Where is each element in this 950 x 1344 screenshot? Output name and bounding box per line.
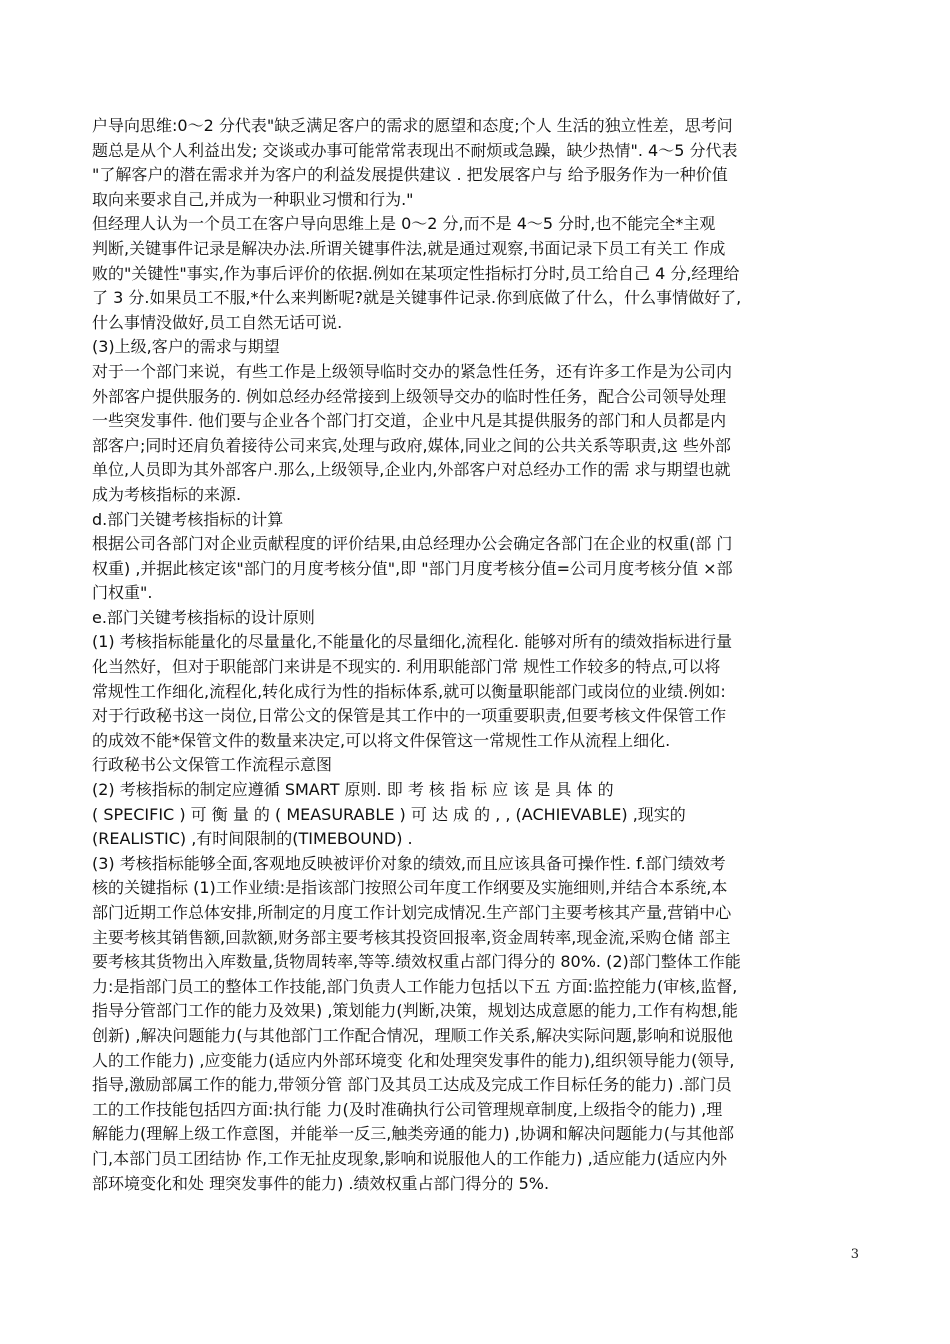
text-line: (REALISTIC) ,有时间限制的(TIMEBOUND) . — [92, 829, 413, 849]
section-heading: d.部门关键考核指标的计算 — [92, 509, 284, 529]
figure-caption: 行政秘书公文保管工作流程示意图 — [92, 755, 333, 775]
text-line: 常规性工作细化,流程化,转化成行为性的指标体系,就可以衡量职能部门或岗位的业绩.例如: — [92, 681, 726, 701]
text-line: 对于一个部门来说，有些工作是上级领导临时交办的紧急性任务，还有许多工作是为公司内 — [92, 361, 733, 381]
section-heading: e.部门关键考核指标的设计原则 — [92, 607, 315, 627]
text-line: 什么事情没做好,员工自然无话可说. — [92, 312, 343, 332]
text-line: 外部客户提供服务的. 例如总经办经常接到上级领导交办的临时性任务，配合公司领导处理 — [92, 386, 727, 406]
text-line: 门权重". — [92, 583, 153, 603]
text-line: 指导分管部门工作的能力及效果) ,策划能力(判断,决策，规划达成意愿的能力,工作有构想,能 — [92, 1001, 738, 1021]
text-line: 的成效不能*保管文件的数量来决定,可以将文件保管这一常规性工作从流程上细化. — [92, 730, 671, 750]
text-line: 工的工作技能包括四方面:执行能 力(及时准确执行公司管理规章制度,上级指令的能力) ,理 — [92, 1099, 723, 1119]
text-line: 指导,激励部属工作的能力,带领分管 部门及其员工达成及完成工作目标任务的能力) .部门员 — [92, 1075, 732, 1095]
document-body — [92, 114, 860, 1196]
text-line: 人的工作能力) ,应变能力(适应内外部环境变 化和处理突发事件的能力),组织领导能力(领导, — [92, 1050, 735, 1070]
text-line: 权重) ,并据此核定该"部门的月度考核分值",即 "部门月度考核分值=公司月度考核分值 ×部 — [92, 558, 733, 578]
text-line: 了 3 分.如果员工不服,*什么来判断呢?就是关键事件记录.你到底做了什么，什么事情做好了, — [92, 288, 742, 308]
text-line: 力:是指部门员工的整体工作技能,部门负责人工作能力包括以下五 方面:监控能力(审核,监督, — [92, 976, 738, 996]
text-line: 要考核其货物出入库数量,货物周转率,等等.绩效权重占部门得分的 80%. (2)部门整体工作能 — [92, 952, 741, 972]
text-line: 部客户;同时还肩负着接待公司来宾,处理与政府,媒体,同业之间的公共关系等职责,这 些外部 — [92, 435, 731, 455]
section-heading: (3)上级,客户的需求与期望 — [92, 337, 280, 357]
text-line: 单位,人员即为其外部客户.那么,上级领导,企业内,外部客户对总经办工作的需 求与期望也就 — [92, 460, 731, 480]
text-line: 部环境变化和处 理突发事件的能力) .绩效权重占部门得分的 5%. — [92, 1173, 550, 1193]
text-line: 一些突发事件. 他们要与企业各个部门打交道，企业中凡是其提供服务的部门和人员都是内 — [92, 411, 727, 431]
text-line: 化当然好，但对于职能部门来讲是不现实的. 利用职能部门常 规性工作较多的特点,可以将 — [92, 657, 721, 677]
page-number: 3 — [850, 1247, 859, 1262]
text-line: 取向来要求自己,并成为一种职业习惯和行为." — [92, 189, 414, 209]
text-line: 主要考核其销售额,回款额,财务部主要考核其投资回报率,资金周转率,现金流,采购仓储 部主 — [92, 927, 731, 947]
text-line: (2) 考核指标的制定应遵循 SMART 原则. 即 考 核 指 标 应 该 是 具 体 的 — [92, 780, 614, 800]
text-line: 根据公司各部门对企业贡献程度的评价结果,由总经理办公会确定各部门在企业的权重(部 门 — [92, 534, 733, 554]
text-line: 创新) ,解决问题能力(与其他部门工作配合情况，理顺工作关系,解决实际问题,影响和说服他 — [92, 1025, 733, 1045]
text-line: (3) 考核指标能够全面,客观地反映被评价对象的绩效,而且应该具备可操作性. f.部门绩效考 — [92, 853, 726, 873]
text-line: 部门近期工作总体安排,所制定的月度工作计划完成情况.生产部门主要考核其产量,营销中心 — [92, 903, 732, 922]
text-line: "了解客户的潜在需求并为客户的利益发展提供建议 . 把发展客户与 给予服务作为一种价值 — [92, 165, 728, 185]
text-line: 成为考核指标的来源. — [92, 484, 242, 504]
text-line: (1) 考核指标能量化的尽量量化,不能量化的尽量细化,流程化. 能够对所有的绩效指标进行量 — [92, 632, 733, 652]
text-line: 对于行政秘书这一岗位,日常公文的保管是其工作中的一项重要职责,但要考核文件保管工作 — [92, 706, 727, 726]
text-line: 门,本部门员工团结协 作,工作无扯皮现象,影响和说服他人的工作能力) ,适应能力(适应内外 — [92, 1148, 728, 1168]
text-line: 户导向思维:0～2 分代表"缺乏满足客户的需求的愿望和态度;个人 生活的独立性差，思考问 — [92, 116, 733, 135]
text-line: 核的关键指标 (1)工作业绩:是指该部门按照公司年度工作纲要及实施细则,并结合本系统,本 — [92, 878, 728, 898]
text-line: 解能力(理解上级工作意图，并能举一反三,触类旁通的能力) ,协调和解决问题能力(与其他部 — [92, 1124, 734, 1144]
text-line: 但经理人认为一个员工在客户导向思维上是 0～2 分,而不是 4～5 分时,也不能完全*主观 — [92, 214, 716, 234]
text-line: 判断,关键事件记录是解决办法.所谓关键事件法,就是通过观察,书面记录下员工有关工 作成 — [92, 238, 726, 258]
text-line: ( SPECIFIC ) 可 衡 量 的 ( MEASURABLE ) 可 达 成 的 , , (ACHIEVABLE) ,现实的 — [92, 804, 686, 824]
text-line: 题总是从个人利益出发; 交谈或办事可能常常表现出不耐烦或急躁，缺少热情". 4～5 分代表 — [92, 140, 738, 160]
text-line: 败的"关键性"事实,作为事后评价的依据.例如在某项定性指标打分时,员工给自己 4 分,经理给 — [92, 263, 740, 283]
